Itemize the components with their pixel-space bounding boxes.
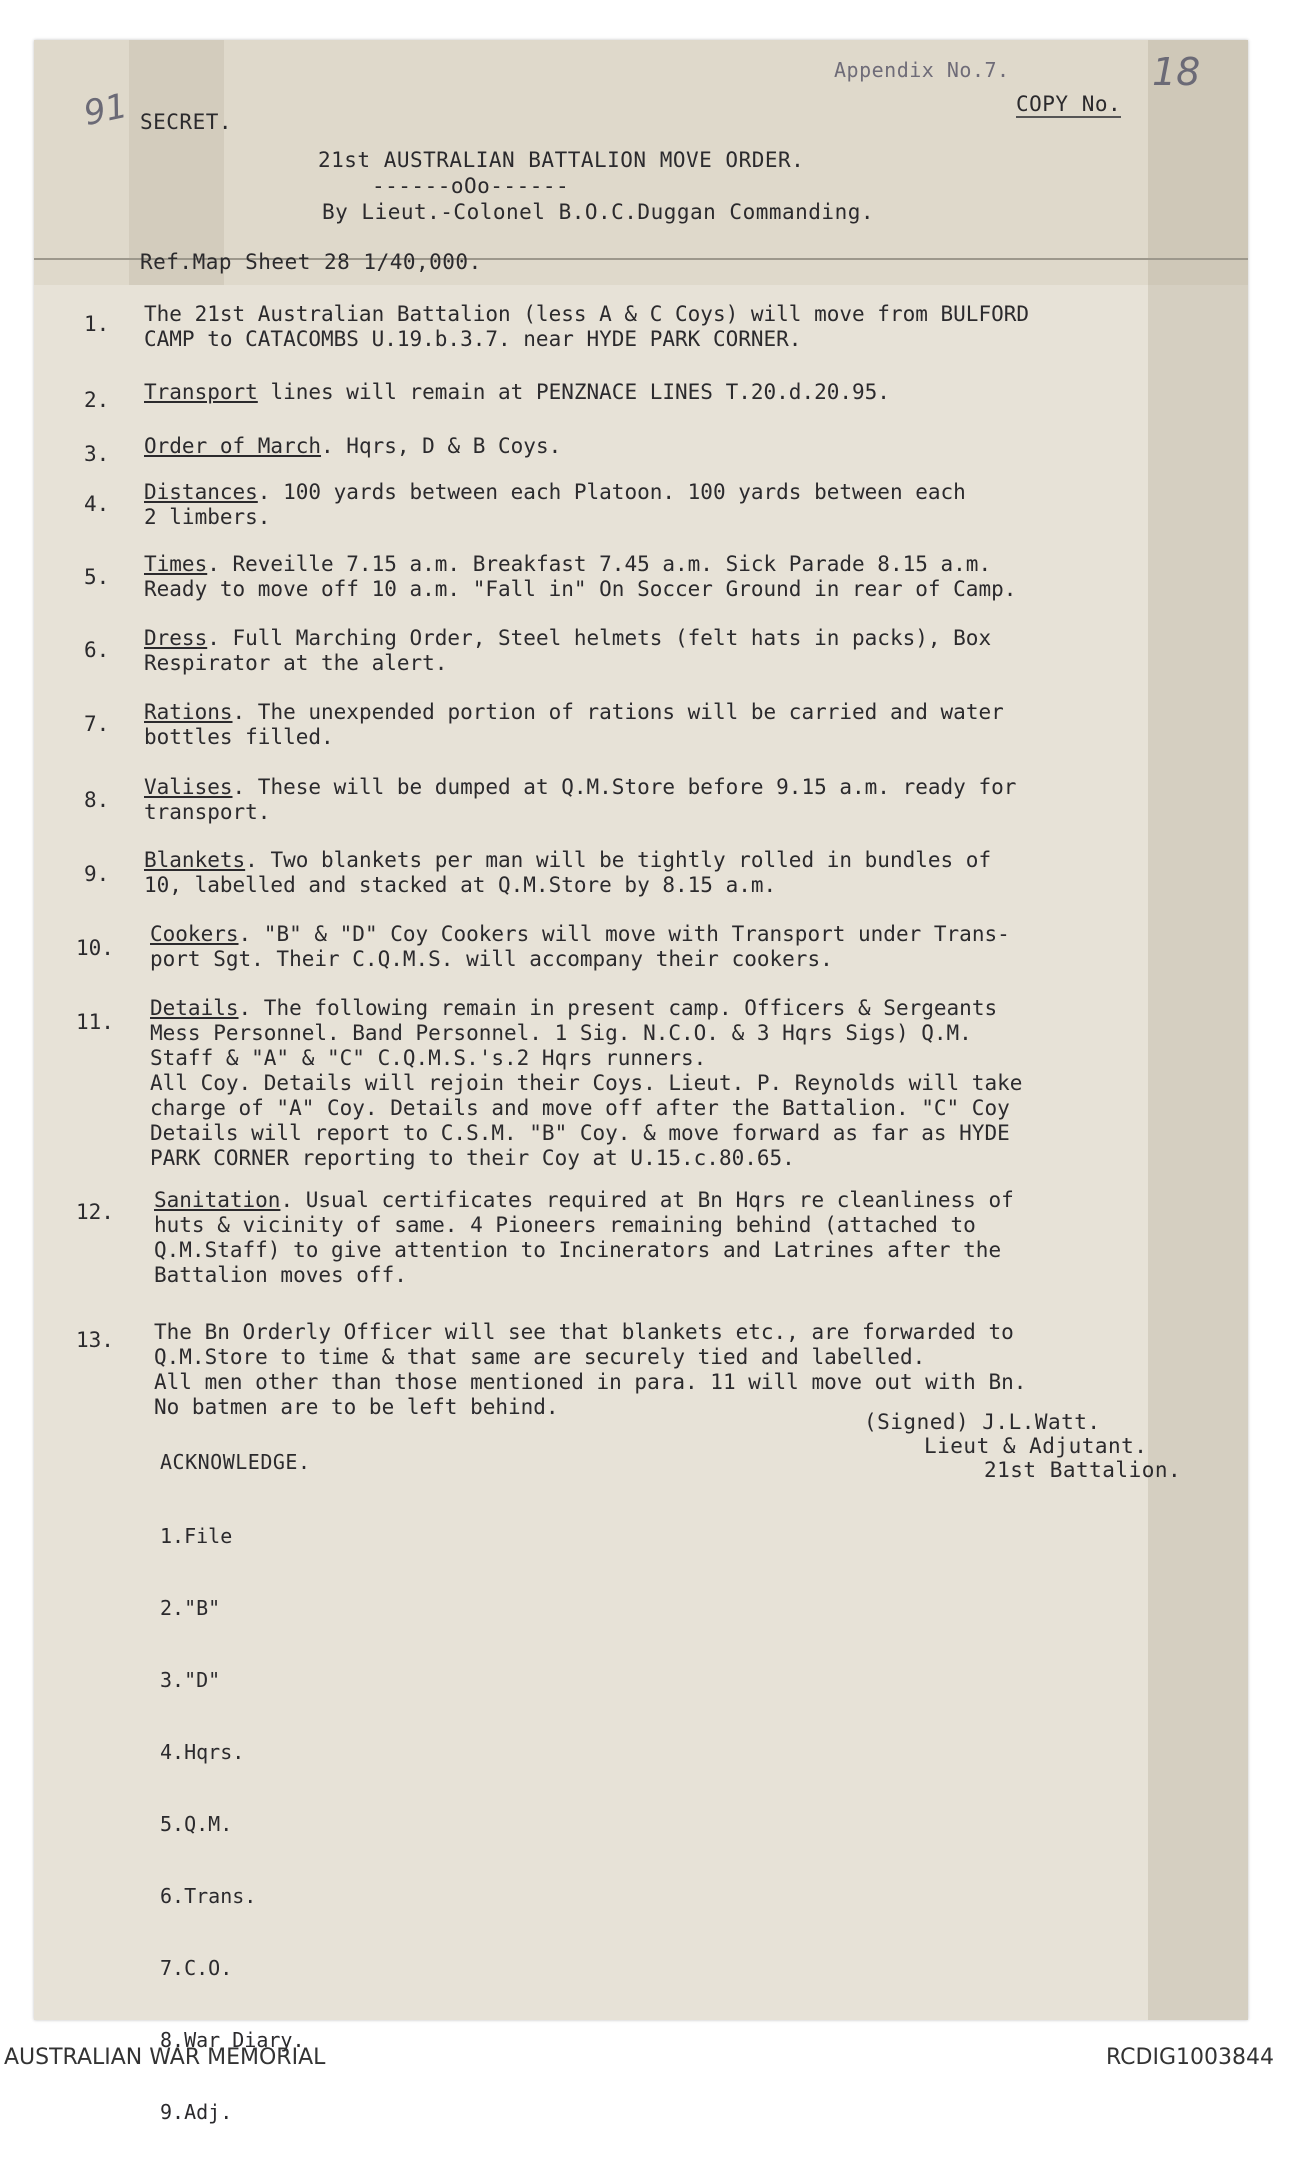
- paragraph-line: All men other than those mentioned in para. 11 will move out with Bn.: [154, 1370, 1027, 1394]
- paragraph-13: [154, 1320, 1026, 1420]
- paragraph-line: . "B" & "D" Coy Cookers will move with Transport under Trans-: [238, 922, 1010, 946]
- paragraph-line: Mess Personnel. Band Personnel. 1 Sig. N.C.O. & 3 Hqrs Sigs) Q.M.: [150, 1021, 972, 1045]
- signature-rank: Lieut & Adjutant.: [924, 1434, 1148, 1458]
- paragraph-heading: Distances: [144, 480, 258, 504]
- paragraph-line: All Coy. Details will rejoin their Coys. Lieut. P. Reynolds will take: [150, 1071, 1023, 1095]
- paragraph-line: . Usual certificates required at Bn Hqrs re cleanliness of: [280, 1188, 1014, 1212]
- paragraph-number: 9.: [84, 862, 110, 886]
- paragraph-number: 11.: [76, 1010, 114, 1034]
- byline: By Lieut.-Colonel B.O.C.Duggan Commanding.: [322, 200, 875, 224]
- copy-number: 18: [1152, 50, 1201, 94]
- paragraph-number: 8.: [84, 788, 110, 812]
- paragraph-line: Respirator at the alert.: [144, 651, 448, 675]
- paragraph-line: . Two blankets per man will be tightly rolled in bundles of: [245, 848, 992, 872]
- paragraph-line: Ready to move off 10 a.m. "Fall in" On Soccer Ground in rear of Camp.: [144, 577, 1017, 601]
- paragraph-heading: Transport: [144, 380, 258, 404]
- paragraph-line: Q.M.Store to time & that same are securely tied and labelled.: [154, 1345, 926, 1369]
- pencil-mark: 91: [80, 85, 131, 135]
- paragraph-line: bottles filled.: [144, 725, 334, 749]
- paragraph-number: 1.: [84, 312, 110, 336]
- paragraph-9: [144, 848, 991, 898]
- paragraph-heading: Rations: [144, 700, 233, 724]
- paragraph-line: . 100 yards between each Platoon. 100 yards between each: [257, 480, 966, 504]
- acknowledge-title: ACKNOWLEDGE.: [160, 1450, 311, 1474]
- distribution-item: 8.War Diary.: [160, 2028, 305, 2052]
- paragraph-line: Q.M.Staff) to give attention to Incinerators and Latrines after the: [154, 1238, 1002, 1262]
- signature-unit: 21st Battalion.: [984, 1458, 1182, 1482]
- paragraph-heading: Sanitation: [154, 1188, 281, 1212]
- paragraph-heading: Blankets: [144, 848, 246, 872]
- distribution-item: 4.Hqrs.: [160, 1740, 245, 1764]
- distribution-item: 2."B": [160, 1596, 221, 1620]
- paragraph-line: PARK CORNER reporting to their Coy at U.15.c.80.65.: [150, 1146, 795, 1170]
- paragraph-heading: Order of March: [144, 434, 322, 458]
- distribution-item: 6.Trans.: [160, 1884, 257, 1908]
- paragraph-line: transport.: [144, 800, 271, 824]
- paragraph-12: [154, 1188, 1014, 1288]
- paragraph-heading: Valises: [144, 775, 233, 799]
- paragraph-line: . Full Marching Order, Steel helmets (felt hats in packs), Box: [207, 626, 992, 650]
- paragraph-heading: Cookers: [150, 922, 239, 946]
- distribution-item: 7.C.O.: [160, 1956, 233, 1980]
- paragraph-number: 5.: [84, 565, 110, 589]
- paragraph-line: charge of "A" Coy. Details and move off after the Battalion. "C" Coy: [150, 1096, 1010, 1120]
- paragraph-line: CAMP to CATACOMBS U.19.b.3.7. near HYDE PARK CORNER.: [144, 327, 802, 351]
- paragraph-line: huts & vicinity of same. 4 Pioneers remaining behind (attached to: [154, 1213, 976, 1237]
- distribution-item: 9.Adj.: [160, 2100, 233, 2124]
- paragraph-line: Staff & "A" & "C" C.Q.M.S.'s.2 Hqrs runners.: [150, 1046, 707, 1070]
- paragraph-heading: Details: [150, 996, 239, 1020]
- footer-institution: AUSTRALIAN WAR MEMORIAL: [4, 2045, 326, 2070]
- paragraph-line: Battalion moves off.: [154, 1263, 407, 1287]
- paragraph-number: 4.: [84, 492, 110, 516]
- copy-label: COPY No.: [1016, 92, 1122, 116]
- paragraph-4: [144, 480, 966, 530]
- paragraph-line: 10, labelled and stacked at Q.M.Store by 8.15 a.m.: [144, 873, 777, 897]
- paragraph-number: 13.: [76, 1328, 114, 1352]
- tape-stain-right: [1148, 40, 1248, 2020]
- paragraph-number: 7.: [84, 712, 110, 736]
- paragraph-line: . These will be dumped at Q.M.Store before 9.15 a.m. ready for: [232, 775, 1017, 799]
- paragraph-line: port Sgt. Their C.Q.M.S. will accompany their cookers.: [150, 947, 833, 971]
- paragraph-number: 6.: [84, 638, 110, 662]
- paragraph-2: [144, 380, 890, 405]
- appendix-label: Appendix No.7.: [834, 58, 1010, 82]
- paragraph-line: . Hqrs, D & B Coys.: [321, 434, 562, 458]
- signature-signed: (Signed) J.L.Watt.: [864, 1410, 1101, 1434]
- paragraph-number: 12.: [76, 1200, 114, 1224]
- paragraph-line: . The following remain in present camp. Officers & Sergeants: [238, 996, 998, 1020]
- paragraph-heading: Times: [144, 552, 208, 576]
- paragraph-5: [144, 552, 1016, 602]
- paragraph-line: 2 limbers.: [144, 505, 271, 529]
- paragraph-line: . The unexpended portion of rations will be carried and water: [232, 700, 1004, 724]
- paragraph-heading: Dress: [144, 626, 208, 650]
- paragraph-7: [144, 700, 1004, 750]
- map-reference: Ref.Map Sheet 28 1/40,000.: [140, 250, 482, 274]
- paragraph-number: 10.: [76, 936, 114, 960]
- distribution-item: 1.File: [160, 1524, 233, 1548]
- title-divider: ------oOo------: [372, 174, 570, 198]
- paragraph-1: [144, 302, 1029, 352]
- paragraph-number: 3.: [84, 442, 110, 466]
- paragraph-line: Details will report to C.S.M. "B" Coy. & move forward as far as HYDE: [150, 1121, 1010, 1145]
- paragraph-3: [144, 434, 561, 459]
- secret-label: SECRET.: [140, 110, 233, 134]
- distribution-item: 5.Q.M.: [160, 1812, 233, 1836]
- paragraph-line: No batmen are to be left behind.: [154, 1395, 559, 1419]
- paragraph-line: lines will remain at PENZNACE LINES T.20.d.20.95.: [257, 380, 890, 404]
- distribution-item: 3."D": [160, 1668, 221, 1692]
- paragraph-number: 2.: [84, 388, 110, 412]
- paragraph-11: [150, 996, 1022, 1171]
- paragraph-8: [144, 775, 1016, 825]
- paragraph-line: The Bn Orderly Officer will see that blankets etc., are forwarded to: [154, 1320, 1014, 1344]
- document-title: 21st AUSTRALIAN BATTALION MOVE ORDER.: [318, 148, 805, 172]
- paragraph-line: The 21st Australian Battalion (less A & C Coys) will move from BULFORD: [144, 302, 1030, 326]
- footer-record-id: RCDIG1003844: [1105, 2045, 1274, 2070]
- tape-stain-left: [129, 40, 224, 285]
- paragraph-line: . Reveille 7.15 a.m. Breakfast 7.45 a.m. Sick Parade 8.15 a.m.: [207, 552, 992, 576]
- paragraph-6: [144, 626, 991, 676]
- paragraph-10: [150, 922, 1010, 972]
